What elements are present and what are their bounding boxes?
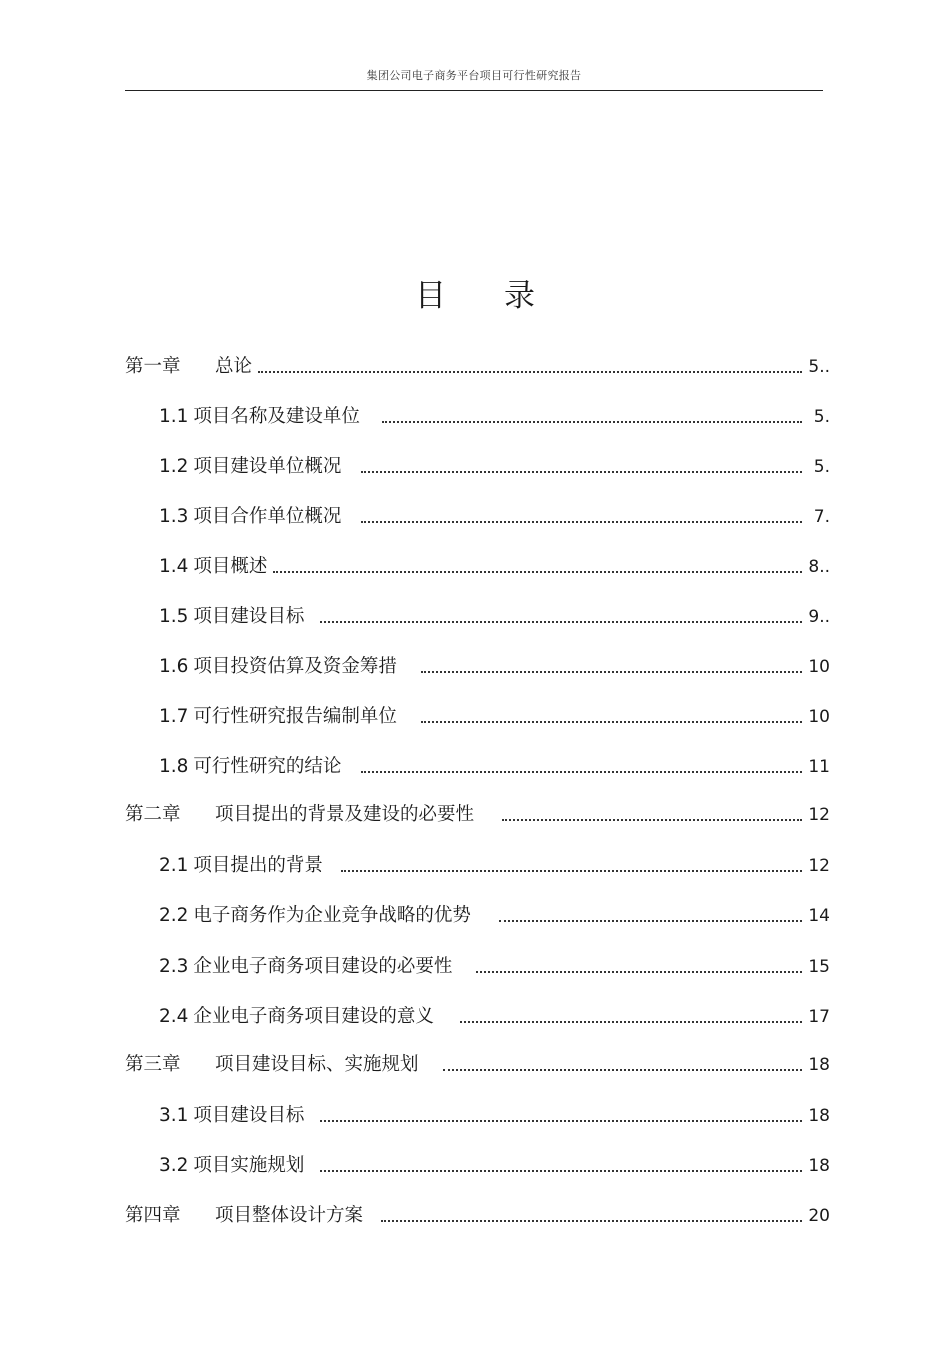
toc-entry-2-4[interactable] [159,1005,830,1029]
dot-leader [361,470,802,473]
dot-leader [361,770,802,773]
toc-entry-chapter-4[interactable] [125,1204,830,1228]
header-title: 集团公司电子商务平台项目可行性研究报告 [366,69,582,82]
dot-leader [421,720,802,723]
toc-number: 1.5 [159,606,189,627]
toc-number: 1.2 [159,456,189,477]
dot-leader [421,670,802,673]
toc-page: 7. [813,507,830,527]
toc-label: 企业电子商务项目建设的必要性 [193,956,453,977]
toc-number: 2.2 [159,905,189,926]
toc-label: 项目提出的背景及建设的必要性 [215,804,475,825]
toc-entry-2-1[interactable] [159,854,830,878]
toc-number: 第一章 [125,356,181,377]
toc-label: 电子商务作为企业竞争战略的优势 [193,905,471,926]
toc-label: 项目合作单位概况 [193,506,342,527]
toc-label: 项目建设目标 [193,606,305,627]
toc-label: 项目概述 [193,556,268,577]
toc-page: 9.. [808,607,830,627]
title-char-2: 录 [504,278,535,314]
dot-leader [341,869,802,872]
toc-label: 项目实施规划 [193,1155,305,1176]
toc-label: 项目建设目标 [193,1105,305,1126]
toc-entry-1-6[interactable] [159,655,830,679]
toc-number: 3.2 [159,1155,189,1176]
toc-page: 12 [808,856,830,876]
dot-leader [460,1020,802,1023]
toc-entry-2-3[interactable] [159,955,830,979]
toc-label: 项目投资估算及资金筹措 [193,656,397,677]
toc-page: 18 [808,1055,830,1075]
dot-leader [382,420,802,423]
dot-leader [320,1119,802,1122]
dot-leader [320,1169,802,1172]
toc-number: 1.6 [159,656,189,677]
toc-page: 10 [808,657,830,677]
toc-page: 18 [808,1106,830,1126]
dot-leader [320,620,802,623]
toc-number: 1.3 [159,506,189,527]
toc-entry-1-3[interactable] [159,505,830,529]
toc-number: 2.1 [159,855,189,876]
toc-page: 15 [808,957,830,977]
toc-entry-chapter-1[interactable] [125,355,830,379]
toc-label: 项目提出的背景 [193,855,323,876]
toc-entry-2-2[interactable] [159,904,830,928]
toc-page: 5. [813,407,830,427]
toc-entry-1-4[interactable] [159,555,830,579]
dot-leader [258,370,802,373]
toc-number: 1.8 [159,756,189,777]
toc-number: 1.1 [159,406,189,427]
dot-leader [381,1219,802,1222]
dot-leader [361,520,802,523]
toc-number: 2.3 [159,956,189,977]
toc-entry-3-2[interactable] [159,1154,830,1178]
page-title [0,270,950,315]
toc-entry-1-8[interactable] [159,755,830,779]
toc-page: 5.. [808,357,830,377]
dot-leader [443,1068,802,1071]
dot-leader [476,970,802,973]
toc-label: 项目建设目标、实施规划 [215,1054,419,1075]
toc-page: 17 [808,1007,830,1027]
toc-entry-1-1[interactable] [159,405,830,429]
toc-label: 可行性研究的结论 [193,756,342,777]
toc-page: 12 [808,805,830,825]
toc-label: 项目名称及建设单位 [193,406,360,427]
running-header [125,64,823,91]
toc-entry-1-5[interactable] [159,605,830,629]
toc-entry-1-7[interactable] [159,705,830,729]
toc-number: 1.7 [159,706,189,727]
toc-label: 总论 [215,356,253,377]
dot-leader [502,818,802,821]
dot-leader [273,570,802,573]
toc-label: 企业电子商务项目建设的意义 [193,1006,434,1027]
toc-number: 1.4 [159,556,189,577]
toc-label: 可行性研究报告编制单位 [193,706,397,727]
toc-entry-3-1[interactable] [159,1104,830,1128]
toc-label: 项目整体设计方案 [215,1205,364,1226]
dot-leader [499,919,802,922]
toc-entry-1-2[interactable] [159,455,830,479]
toc-entry-chapter-2[interactable] [125,803,830,827]
toc-entry-chapter-3[interactable] [125,1053,830,1077]
toc-page: 18 [808,1156,830,1176]
title-char-1: 目 [415,278,446,314]
toc-page: 14 [808,906,830,926]
toc-label: 项目建设单位概况 [193,456,342,477]
toc-page: 5. [813,457,830,477]
toc-page: 20 [808,1206,830,1226]
toc-number: 第三章 [125,1054,181,1075]
toc-number: 2.4 [159,1006,189,1027]
toc-page: 11 [808,757,830,777]
toc-page: 8.. [808,557,830,577]
toc-number: 第四章 [125,1205,181,1226]
toc-number: 3.1 [159,1105,189,1126]
toc-page: 10 [808,707,830,727]
toc-number: 第二章 [125,804,181,825]
